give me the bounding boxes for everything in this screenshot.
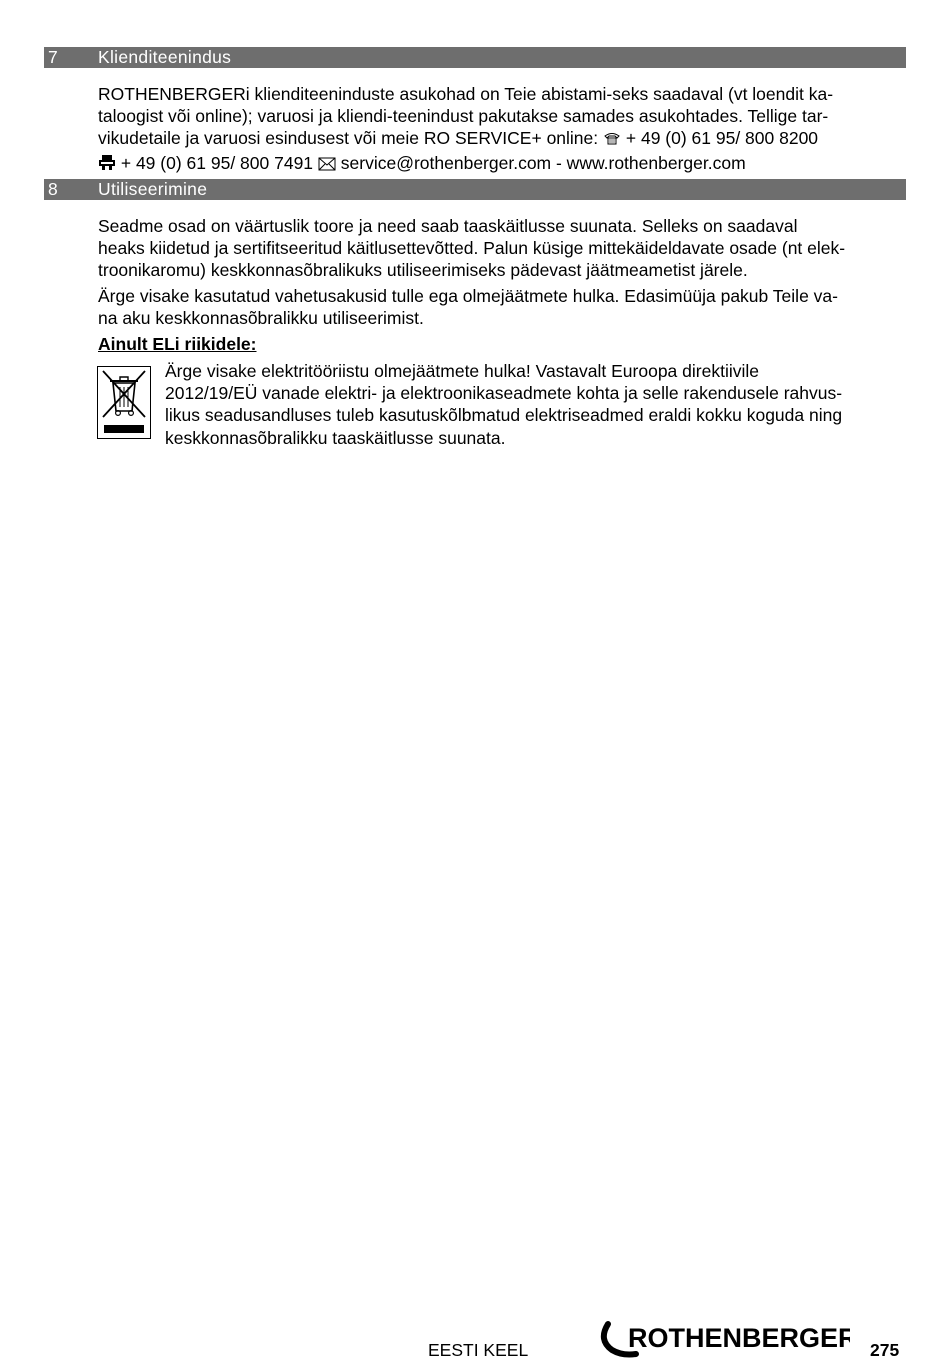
- text-line: 2012/19/EÜ vanade elektri- ja elektroonikaseadmete kohta ja selle rakendusele rahvus-: [165, 383, 843, 404]
- customer-service-paragraph: [98, 83, 903, 176]
- eu-countries-heading: Ainult ELi riikidele:: [98, 334, 257, 354]
- section-number: 7: [48, 47, 58, 67]
- text-line: heaks kiidetud ja sertifitseeritud käitlusettevõtted. Palun küsige mittekäideldavate osade (nt elek-: [98, 238, 846, 259]
- section-number: 8: [48, 179, 58, 199]
- text-line: Ärge visake elektritööriistu olmejäätmete hulka! Vastavalt Euroopa direktiivile: [165, 361, 759, 381]
- text-line: na aku keskkonnasõbralikku utiliseerimist.: [98, 308, 424, 329]
- email-and-website: service@rothenberger.com - www.rothenberger.com: [335, 152, 746, 173]
- fax-number: + 49 (0) 61 95/ 800 7491: [116, 152, 318, 173]
- eu-disposal-paragraph: [165, 360, 905, 449]
- text-line: Seadme osad on väärtuslik toore ja need saab taaskäitlusse suunata. Selleks on saadaval: [98, 216, 798, 236]
- text-line: [98, 127, 903, 151]
- telephone-icon: [603, 129, 621, 151]
- fax-icon: [98, 154, 116, 176]
- text-line: Ärge visake kasutatud vahetusakusid tulle ega olmejäätmete hulka. Edasimüüja pakub Teile va-: [98, 286, 838, 306]
- footer-language: EESTI KEEL: [428, 1340, 529, 1360]
- crossed-out-wheelie-bin-icon: [97, 366, 151, 439]
- section-header-8: [44, 179, 906, 200]
- section-header-7: [44, 47, 906, 68]
- section-title: Klienditeenindus: [98, 47, 232, 67]
- rothenberger-logo: [600, 1320, 850, 1360]
- disposal-paragraph-1: [98, 215, 903, 282]
- text-line: [98, 152, 903, 176]
- text-line: keskkonnasõbralikku taaskäitlusse suunata.: [165, 427, 506, 448]
- brand-wordmark: ROTHENBERGER: [628, 1323, 850, 1353]
- text-line: taloogist või online); varuosi ja kliendi-teenindust pakutakse samades asukohtades. Tellige tar-: [98, 106, 829, 127]
- envelope-icon: [318, 154, 336, 176]
- text-line-content: vikudetaile ja varuosi esindusest või meie RO SERVICE+ online:: [98, 128, 599, 149]
- text-line: ROTHENBERGERi klienditeeninduste asukohad on Teie abistami-seks saadaval (vt loendit ka-: [98, 84, 834, 104]
- disposal-paragraph-2: [98, 285, 903, 329]
- section-title: Utiliseerimine: [98, 179, 208, 199]
- text-line: troonikaromu) keskkonnasõbralikuks utiliseerimiseks pädevast jäätmeametist järele.: [98, 260, 748, 281]
- text-line: likus seadusandluses tuleb kasutuskõlbmatud elektriseadmed eraldi kokku koguda ning: [165, 405, 843, 426]
- phone-number: + 49 (0) 61 95/ 800 8200: [621, 128, 819, 149]
- page-number: 275: [870, 1340, 900, 1360]
